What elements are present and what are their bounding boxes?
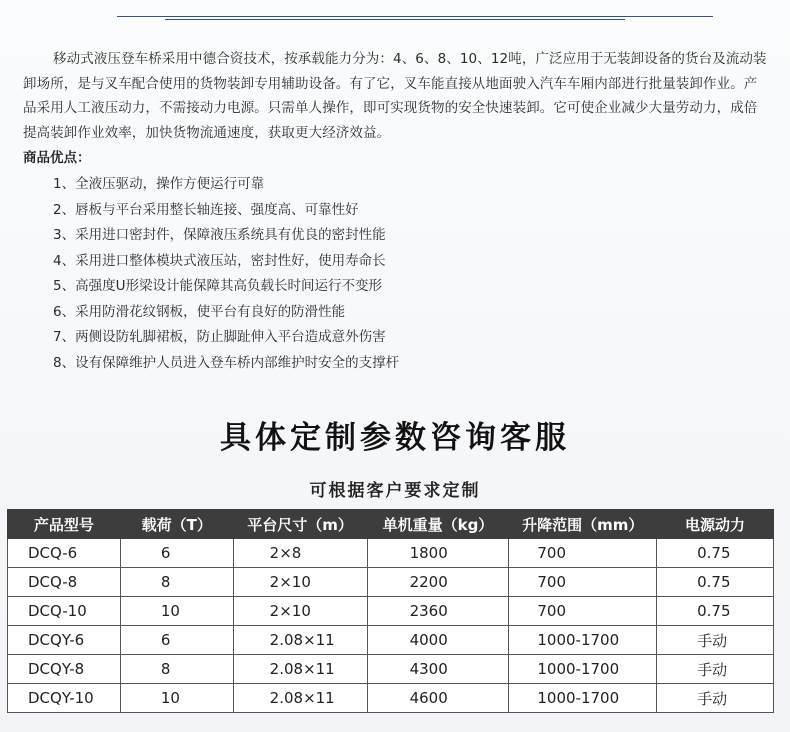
table-cell: 0.75 — [657, 568, 774, 597]
list-item: 3、采用进口密封件，保障液压系统具有优良的密封性能 — [53, 227, 386, 243]
table-cell: 700 — [509, 568, 657, 597]
column-header: 产品型号 — [8, 510, 121, 539]
table-row — [8, 597, 774, 626]
table-cell: DCQ-6 — [8, 539, 121, 568]
table-cell: 700 — [509, 597, 657, 626]
advantages-title: 商品优点： — [23, 150, 91, 166]
table-cell: 8 — [120, 655, 233, 684]
column-header: 升降范围（mm） — [509, 510, 657, 539]
table-row — [8, 655, 774, 684]
column-header: 载荷（T） — [120, 510, 233, 539]
table-cell: 1800 — [367, 539, 509, 568]
table-cell: 手动 — [657, 684, 774, 713]
table-cell: DCQ-8 — [8, 568, 121, 597]
table-cell: 8 — [120, 568, 233, 597]
column-header: 平台尺寸（m） — [233, 510, 367, 539]
table-cell: 0.75 — [657, 597, 774, 626]
top-divider-secondary — [165, 19, 625, 20]
table-cell: 2.08×11 — [233, 684, 367, 713]
table-cell: 手动 — [657, 655, 774, 684]
table-cell: 1000-1700 — [509, 655, 657, 684]
table-row — [8, 539, 774, 568]
list-item: 2、唇板与平台采用整长轴连接、强度高、可靠性好 — [53, 201, 359, 218]
list-item: 6、采用防滑花纹钢板，使平台有良好的防滑性能 — [53, 303, 346, 320]
table-cell: 2×10 — [233, 568, 367, 597]
table-cell: 2×8 — [233, 539, 367, 568]
table-cell: 1000-1700 — [509, 684, 657, 713]
list-item: 8、设有保障维护人员进入登车桥内部维护时安全的支撑杆 — [53, 354, 400, 371]
list-item: 4、采用进口整体模块式液压站，密封性好，使用寿命长 — [53, 252, 386, 269]
list-item: 1、全液压驱动，操作方便运行可靠 — [53, 176, 265, 192]
table-cell: 700 — [509, 539, 657, 568]
table-cell: 1000-1700 — [509, 626, 657, 655]
table-cell: 10 — [120, 597, 233, 626]
table-cell: DCQY-6 — [8, 626, 121, 655]
spec-table — [7, 509, 774, 713]
top-divider — [117, 16, 713, 17]
table-cell: DCQY-10 — [8, 684, 121, 713]
column-header: 单机重量（kg） — [367, 510, 509, 539]
product-intro: 移动式液压登车桥采用中德合资技术，按承载能力分为：4、6、8、10、12吨，广泛应用于无装卸设备的货台及流动装卸场所，是与叉车配合使用的货物装卸专用辅助设备。有了它，叉车能直接从地面驶入汽车车厢内部进行批量装卸作业。产品采用人工液压动力，不需接动力电源。只需单人操作，即可实现货物的安全快速装卸。它可使企业减少大量劳动力，成倍提高装卸作业效率，加快货物流通速度，获取更大经济效益。 — [23, 51, 767, 141]
table-cell: 2.08×11 — [233, 626, 367, 655]
table-cell: 6 — [120, 539, 233, 568]
list-item: 7、两侧设防轧脚裙板，防止脚趾伸入平台造成意外伤害 — [53, 329, 386, 345]
table-cell: 4300 — [367, 655, 509, 684]
table-header-row — [8, 510, 774, 539]
table-cell: 4000 — [367, 626, 509, 655]
table-cell: 手动 — [657, 626, 774, 655]
list-item: 5、高强度U形梁设计能保障其高负载长时间运行不变形 — [53, 278, 382, 294]
table-row — [8, 684, 774, 713]
table-row — [8, 626, 774, 655]
section-subheading: 可根据客户要求定制 — [309, 481, 481, 501]
advantages-list — [53, 172, 399, 376]
table-cell: 2×10 — [233, 597, 367, 626]
table-row — [8, 568, 774, 597]
table-cell: DCQ-10 — [8, 597, 121, 626]
table-cell: 10 — [120, 684, 233, 713]
section-heading: 具体定制参数咨询客服 — [220, 420, 570, 456]
table-cell: 0.75 — [657, 539, 774, 568]
table-cell: 2.08×11 — [233, 655, 367, 684]
table-cell: 2360 — [367, 597, 509, 626]
table-cell: 4600 — [367, 684, 509, 713]
column-header: 电源动力 — [657, 510, 774, 539]
table-cell: 2200 — [367, 568, 509, 597]
table-cell: DCQY-8 — [8, 655, 121, 684]
table-cell: 6 — [120, 626, 233, 655]
